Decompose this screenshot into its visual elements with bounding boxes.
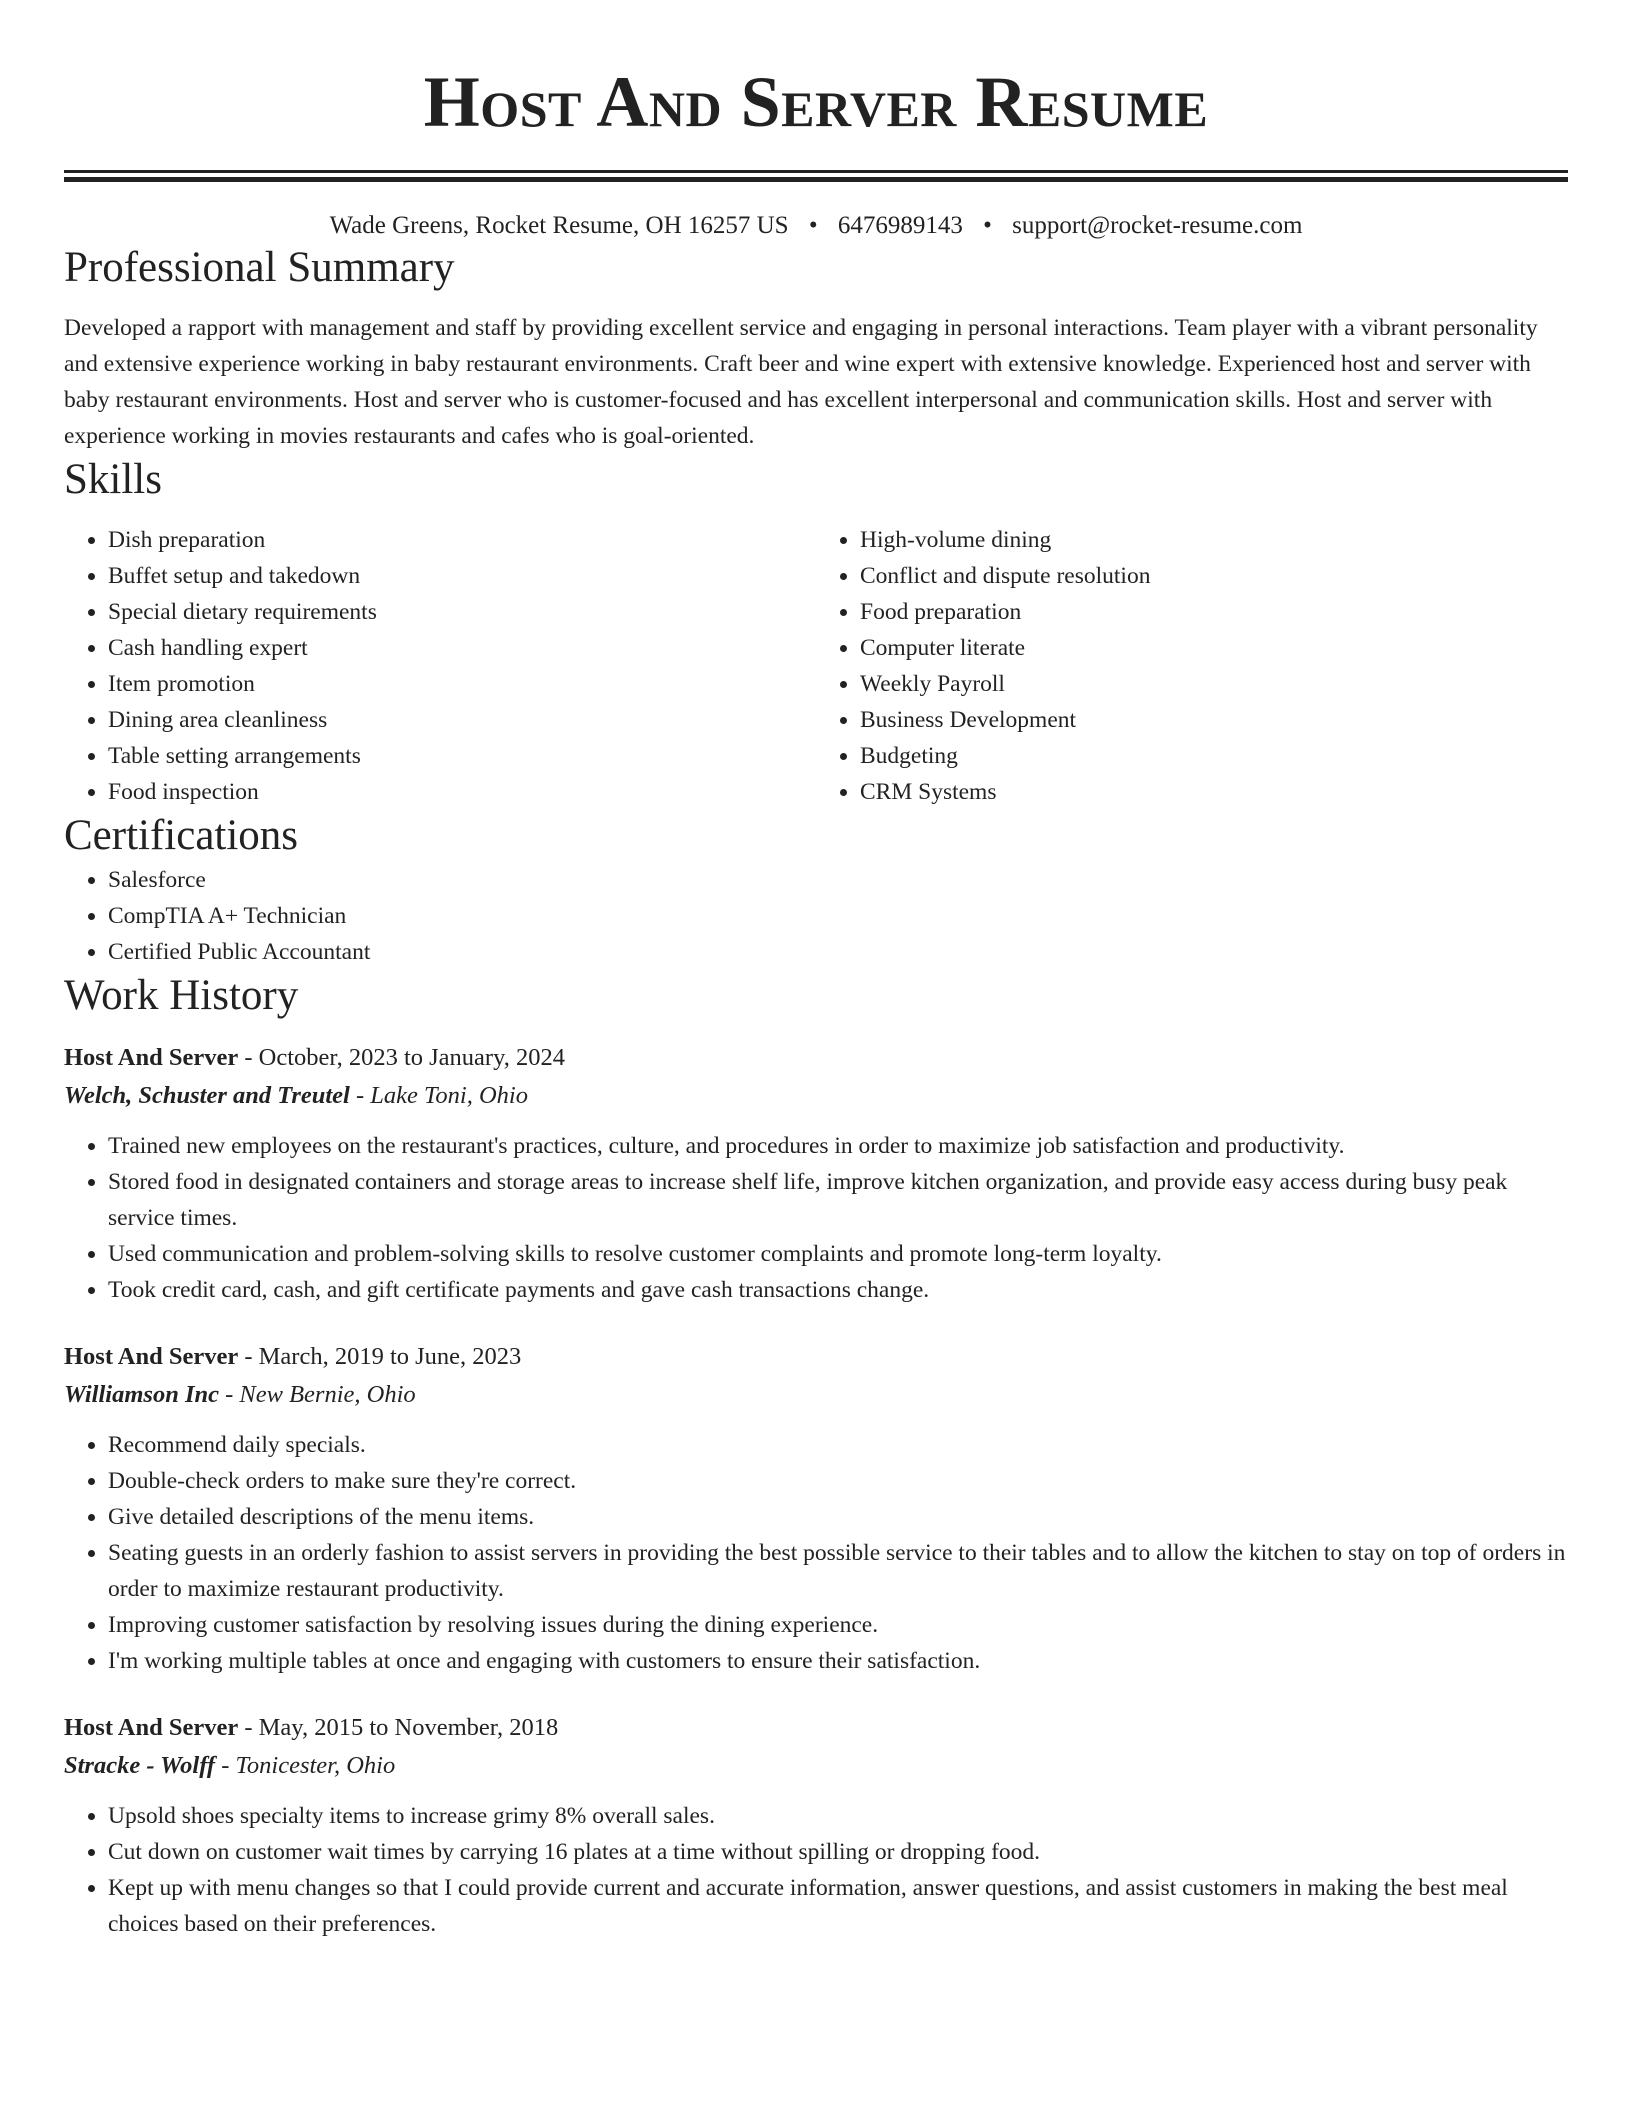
title-divider [64,170,1568,182]
job-company-line [64,1076,1568,1116]
summary-text: Developed a rapport with management and staff by providing excellent service and engaging in personal interactions. Team player with a vibrant personality and extensive experience working in baby restaurant environments. Craft beer and wine expert with extensive knowledge. Experienced host and server with baby restaurant environments. Host and server who is customer-focused and has excellent interpersonal and communication skills. Host and server with experience working in movies restaurants and cafes who is goal-oriented. [64,315,1538,449]
job-title-line [64,1710,1568,1746]
skill-item: • Dining area cleanliness [108,702,816,738]
skill-item: • Food preparation [860,594,1568,630]
job-bullet: • Upsold shoes specialty items to increase grimy 8% overall sales. [108,1798,1568,1834]
skill-item: • Conflict and dispute resolution [860,558,1568,594]
contact-line [64,210,1568,242]
job-company: Welch, Schuster and Treutel [64,1082,350,1109]
job-bullet: • Trained new employees on the restaurant's practices, culture, and procedures in order to maximize job satisfaction and productivity. [108,1128,1568,1164]
certification-item: • Salesforce [108,862,1568,898]
certification-item: • Certified Public Accountant [108,934,1568,970]
job-bullets [64,1427,1568,1679]
job-dash: - [221,1752,230,1779]
certification-item: • CompTIA A+ Technician [108,898,1568,934]
skills-list-left [64,522,816,810]
skill-item: • Buffet setup and takedown [108,558,816,594]
job-bullet: • Recommend daily specials. [108,1427,1568,1463]
job-bullets [64,1798,1568,1942]
job-bullet: • Seating guests in an orderly fashion to assist servers in providing the best possible service to their tables and to allow the kitchen to stay on top of orders in order to maximize restaurant productivity. [108,1535,1568,1607]
job-bullet: • Kept up with menu changes so that I could provide current and accurate information, answer questions, and assist customers in making the best meal choices based on their preferences. [108,1870,1568,1942]
job-bullet: • Took credit card, cash, and gift certificate payments and gave cash transactions change. [108,1272,1568,1308]
skill-item: • Item promotion [108,666,816,702]
resume-title: Host And Server Resume [423,62,1209,142]
job-dates: October, 2023 to January, 2024 [258,1044,565,1071]
job-role: Host And Server [64,1714,239,1741]
job-entry [64,1339,1568,1679]
skill-item: • Computer literate [860,630,1568,666]
skill-item: • Table setting arrangements [108,738,816,774]
skills-list-right [816,522,1568,810]
summary-heading: Professional Summary [64,244,455,291]
job-bullet: • Cut down on customer wait times by carrying 16 plates at a time without spilling or dropping food. [108,1834,1568,1870]
skills-heading: Skills [64,456,162,503]
job-bullet: • Used communication and problem-solving skills to resolve customer complaints and promote long-term loyalty. [108,1236,1568,1272]
skill-item: • Special dietary requirements [108,594,816,630]
contact-separator: • [983,212,992,239]
skill-item: • Budgeting [860,738,1568,774]
job-bullet: • Give detailed descriptions of the menu items. [108,1499,1568,1535]
skill-item: • Dish preparation [108,522,816,558]
skill-item: • Food inspection [108,774,816,810]
job-company: Williamson Inc [64,1381,219,1408]
job-entry [64,1040,1568,1308]
job-location: New Bernie, Ohio [239,1381,416,1408]
contact-separator: • [808,212,818,239]
job-bullet: • Double-check orders to make sure they're correct. [108,1463,1568,1499]
job-location: Tonicester, Ohio [235,1752,396,1779]
certifications-heading: Certifications [64,812,299,859]
job-dates: May, 2015 to November, 2018 [258,1714,559,1741]
job-bullet: • Improving customer satisfaction by resolving issues during the dining experience. [108,1607,1568,1643]
contact-email: support@rocket-resume.com [1012,212,1303,239]
job-dash: - [355,1082,365,1109]
job-dash: - [244,1044,253,1071]
work-history-heading: Work History [64,972,299,1019]
job-bullet: • I'm working multiple tables at once and engaging with customers to ensure their satisfaction. [108,1643,1568,1679]
contact-address: Wade Greens, Rocket Resume, OH 16257 US [329,212,789,239]
skills-columns [64,522,1568,810]
job-company: Stracke - Wolff [64,1752,216,1779]
job-dates: March, 2019 to June, 2023 [258,1343,522,1370]
job-company-line [64,1375,1568,1415]
job-company-line [64,1746,1568,1786]
job-entry [64,1710,1568,1942]
skill-item: • Weekly Payroll [860,666,1568,702]
job-bullet: • Stored food in designated containers and storage areas to increase shelf life, improve kitchen organization, and provide easy access during busy peak service times. [108,1164,1568,1236]
contact-phone: 6476989143 [837,212,963,239]
skill-item: • Business Development [860,702,1568,738]
job-title-line [64,1339,1568,1375]
job-location: Lake Toni, Ohio [370,1082,528,1109]
skill-item: • Cash handling expert [108,630,816,666]
job-dash: - [244,1343,253,1370]
job-role: Host And Server [64,1044,239,1071]
job-title-line [64,1040,1568,1076]
certifications-list [64,862,1568,970]
job-dash: - [225,1381,234,1408]
skill-item: • CRM Systems [860,774,1568,810]
job-dash: - [244,1714,253,1741]
job-role: Host And Server [64,1343,239,1370]
skill-item: • High-volume dining [860,522,1568,558]
job-bullets [64,1128,1568,1308]
